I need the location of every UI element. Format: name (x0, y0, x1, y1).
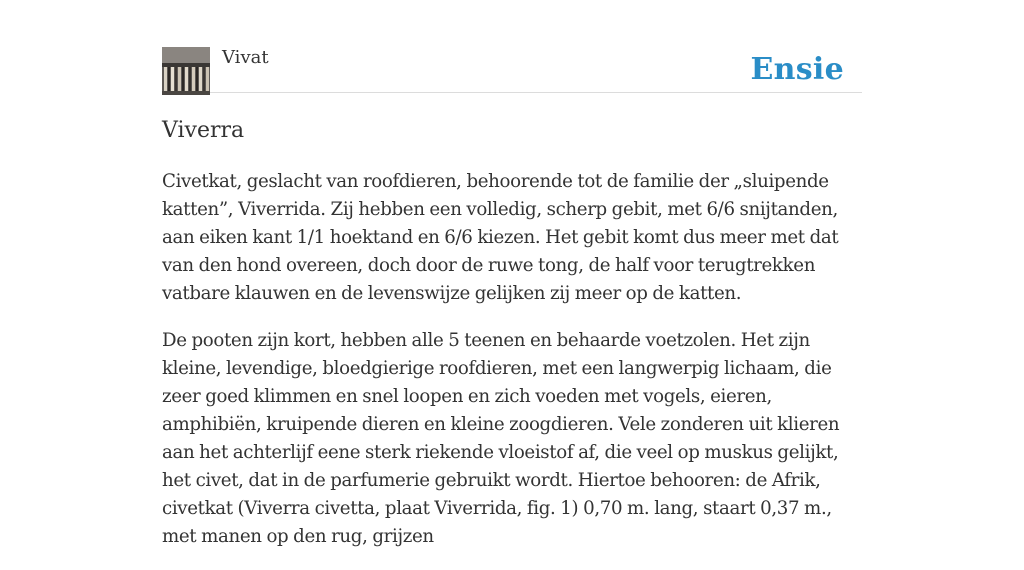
header (162, 0, 862, 93)
article-page (162, 0, 862, 547)
author-avatar[interactable] (162, 47, 210, 95)
book-spines-icon (162, 47, 210, 95)
author-name[interactable]: Vivat (222, 47, 269, 68)
brand-logo[interactable]: Ensie (750, 52, 844, 87)
page-title: Viverra (162, 118, 245, 143)
article-paragraph: De pooten zijn kort, hebben alle 5 teenen en behaarde voetzolen. Het zijn kleine, levendige, bloedgierige roofdieren, met een langwerpig lichaam, die zeer goed klimmen en snel loopen en zich voeden met vogels, eieren, amphibiën, kruipende dieren en kleine zoogdieren. Vele zonderen uit klieren aan het achterlijf eene sterk riekende vloeistof af, die veel op muskus gelijkt, het civet, dat in de parfumerie gebruikt wordt. Hiertoe behooren: de Afrik, civetkat (Viverra civetta, plaat Viverrida, fig. 1) 0,70 m. lang, staart 0,37 m., met manen op den rug, grijzen (162, 330, 840, 547)
article-body (162, 168, 862, 570)
article-paragraph: Civetkat, geslacht van roofdieren, behoorende tot de familie der „sluipende katten”, Viverrida. Zij hebben een volledig, scherp gebit, met 6/6 snijtanden, aan eiken kant 1/1 hoektand en 6/6 kiezen. Het gebit komt dus meer met dat van den hond overeen, doch door de ruwe tong, de half voor terugtrekken vatbare klauwen en de levenswijze gelijken zij meer op de katten. (162, 171, 839, 304)
